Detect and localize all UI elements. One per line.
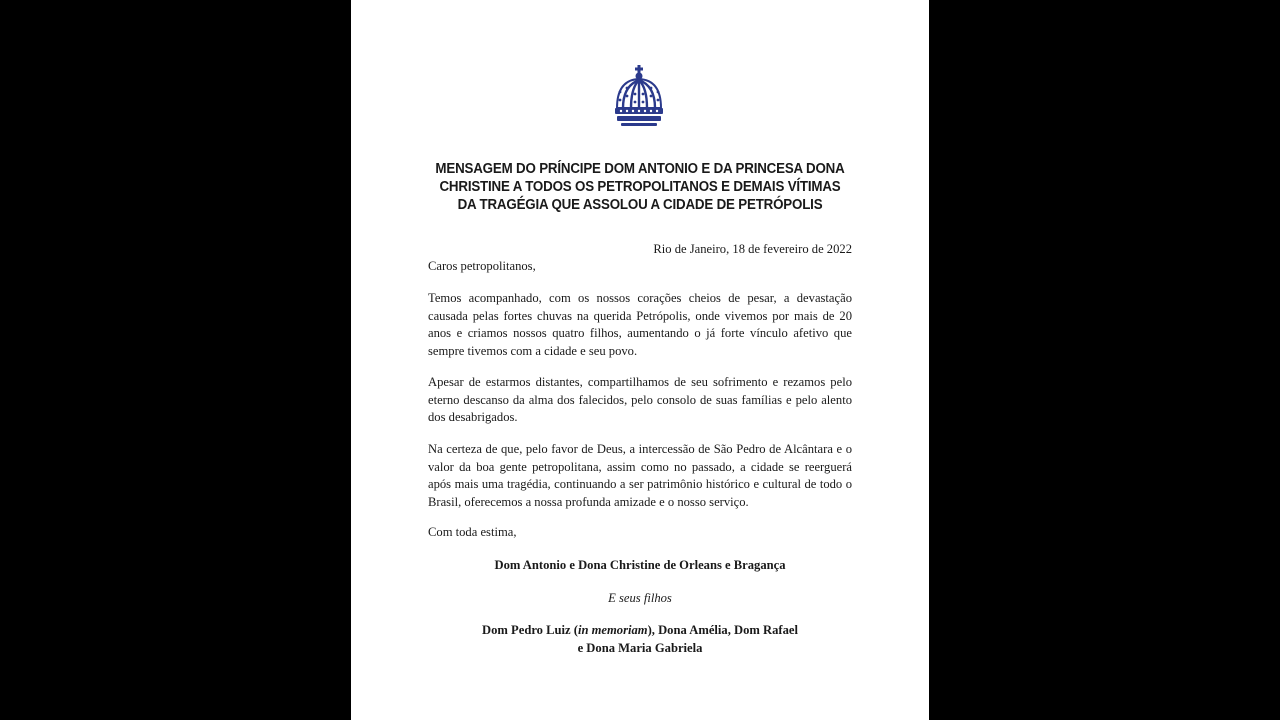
title-line: DA TRAGÉGIA QUE ASSOLOU A CIDADE DE PETRÓPOLIS — [457, 197, 823, 213]
paragraph-2: Apesar de estarmos distantes, compartilhamos de seu sofrimento e rezamos pelo eterno descanso da alma dos falecidos, pelo consolo de suas famílias e pelo alento dos desabrigados. — [428, 375, 852, 424]
children-line-1: Dom Pedro Luiz (in memoriam), Dona Amélia, Dom Rafael — [482, 623, 798, 637]
imperial-crown-icon — [611, 64, 667, 134]
children-line-2: e Dona Maria Gabriela — [577, 640, 703, 655]
letter-title — [411, 160, 869, 214]
salutation: Caros petropolitanos, — [428, 259, 536, 273]
closing: Com toda estima, — [428, 525, 517, 539]
dateline: Rio de Janeiro, 18 de fevereiro de 2022 — [653, 242, 852, 256]
paragraph-1: Temos acompanhado, com os nossos corações cheios de pesar, a devastação causada pelas fortes chuvas na querida Petrópolis, onde vivemos por mais de 20 anos e criamos nossos quatro filhos, aumentando o já forte vínculo afetivo que sempre tivemos com a cidade e seu povo. — [428, 291, 852, 358]
signatories: Dom Antonio e Dona Christine de Orleans e Bragança — [494, 558, 786, 572]
letter-page — [351, 0, 929, 720]
paragraph-3: Na certeza de que, pelo favor de Deus, a intercessão de São Pedro de Alcântara e o valor da boa gente petropolitana, assim como no passado, a cidade se reerguerá após mais uma tragédia, continuando a ser patrimônio histórico e cultural de todo o Brasil, oferecemos a nossa profunda amizade e o nosso serviço. — [428, 442, 852, 509]
children-label: E seus filhos — [608, 591, 672, 605]
title-line: CHRISTINE A TODOS OS PETROPOLITANOS E DEMAIS VÍTIMAS — [439, 179, 841, 195]
children-names — [391, 622, 889, 657]
title-line: MENSAGEM DO PRÍNCIPE DOM ANTONIO E DA PRINCESA DONA — [435, 161, 845, 177]
